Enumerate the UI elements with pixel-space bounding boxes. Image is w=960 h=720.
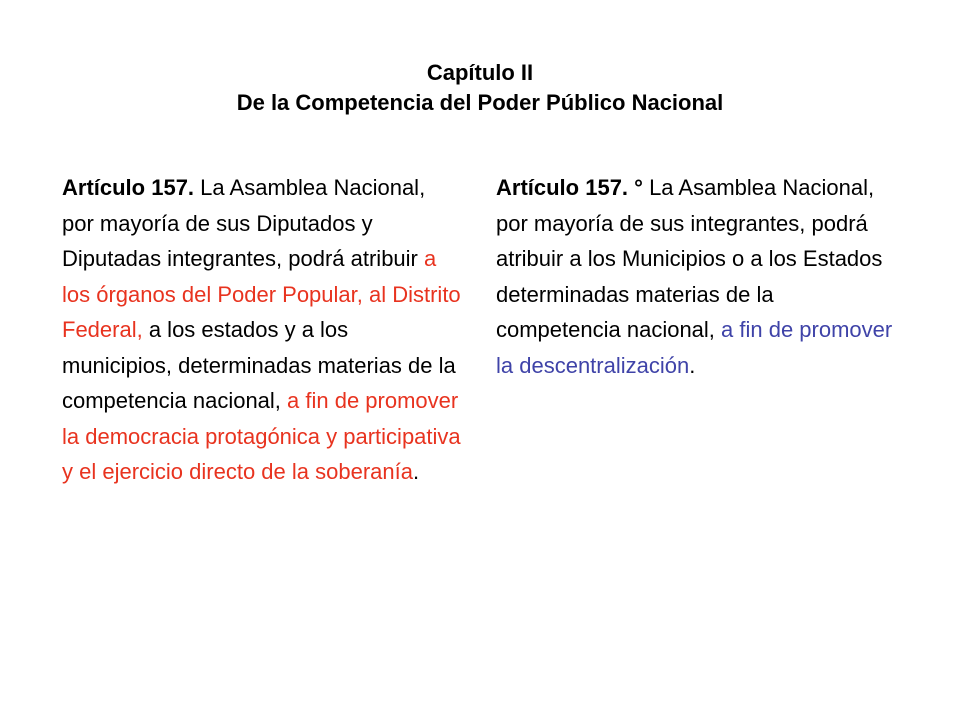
- article-text-segment: La Asamblea Nacional, por mayoría de sus integrantes, podrá atribuir a los Municipios o a los Estados determinadas materias de la competencia nacional,: [496, 175, 883, 342]
- highlighted-text-segment: a los órganos del Poder Popular, al Distrito Federal,: [62, 246, 461, 342]
- article-heading: Artículo 157.: [62, 175, 195, 200]
- article-text-segment: a los estados y a los municipios, determinadas materias de la competencia nacional,: [62, 317, 456, 413]
- chapter-subtitle: De la Competencia del Poder Público Nacional: [236, 90, 724, 115]
- article-heading: Artículo 157. °: [496, 175, 643, 200]
- highlighted-text-segment: a fin de promover la descentralización: [496, 317, 893, 378]
- highlighted-text-segment: a fin de promover la democracia protagónica y participativa y el ejercicio directo de la soberanía: [62, 388, 461, 484]
- article-text-segment: .: [412, 459, 420, 484]
- article-old-text: [496, 170, 896, 383]
- article-text-segment: .: [689, 352, 696, 378]
- slide-title: [0, 58, 960, 118]
- chapter-title: Capítulo II: [426, 60, 534, 85]
- article-new-text: [62, 170, 462, 490]
- article-text-segment: La Asamblea Nacional, por mayoría de sus Diputados y Diputadas integrantes, podrá atribuir: [62, 175, 426, 271]
